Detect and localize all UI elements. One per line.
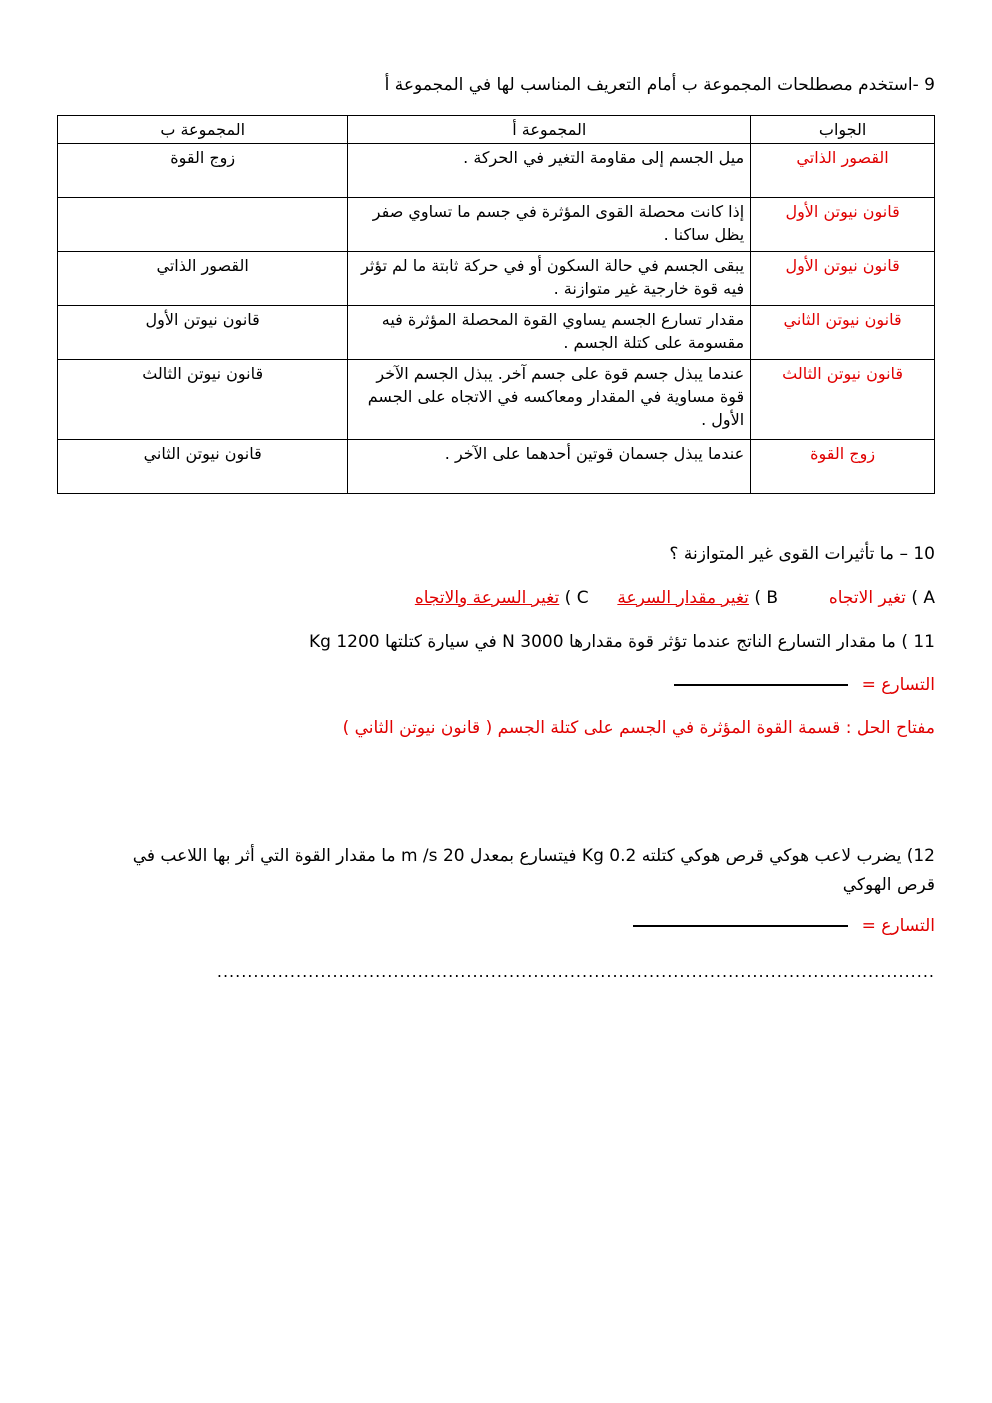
- group-a-cell: عندما يبذل جسمان قوتين أحدهما على الآخر .: [348, 440, 751, 494]
- option-a-letter: A ): [911, 588, 935, 608]
- q12-question-line2: قرص الهوكي: [842, 875, 935, 895]
- table-row: [58, 198, 935, 252]
- q9-prompt: 9 -استخدم مصطلحات المجموعة ب أمام التعريف المناسب لها في المجموعة أ: [384, 75, 935, 95]
- q11-solution-key: مفتاح الحل : قسمة القوة المؤثرة في الجسم على كتلة الجسم ( قانون نيوتن الثاني ): [342, 718, 935, 738]
- q12-answer-blank[interactable]: [633, 925, 848, 927]
- answer-cell: قانون نيوتن الثالث: [751, 360, 935, 440]
- option-c-letter: C ): [564, 588, 589, 608]
- table-row: [58, 360, 935, 440]
- q11-answer-line: [57, 673, 935, 697]
- header-group-b: المجموعة ب: [58, 116, 348, 144]
- group-b-cell: قانون نيوتن الثالث: [58, 360, 348, 440]
- q12-answer-label: التسارع =: [861, 916, 935, 936]
- dotted-answer-line[interactable]: ......................................................................................................................: [216, 962, 935, 981]
- q11-answer-blank[interactable]: [674, 684, 848, 686]
- group-b-cell: القصور الذاتي: [58, 252, 348, 306]
- answer-cell: قانون نيوتن الأول: [751, 198, 935, 252]
- option-c-text: تغير السرعة والاتجاه: [414, 588, 560, 608]
- group-b-cell: قانون نيوتن الثاني: [58, 440, 348, 494]
- table-row: [58, 144, 935, 198]
- header-group-a: المجموعة أ: [348, 116, 751, 144]
- group-a-cell: إذا كانت محصلة القوى المؤثرة في جسم ما تساوي صفر يظل ساكنا .: [348, 198, 751, 252]
- table-header-row: [58, 116, 935, 144]
- group-b-cell: [58, 198, 348, 252]
- answer-cell: القصور الذاتي: [751, 144, 935, 198]
- q11-question: 11 ) ما مقدار التسارع الناتج عندما تؤثر قوة مقدارها 3000 N في سيارة كتلتها 1200 Kg: [308, 632, 935, 652]
- q11-answer-label: التسارع =: [861, 675, 935, 695]
- group-a-cell: يبقى الجسم في حالة السكون أو في حركة ثابتة ما لم تؤثر فيه قوة خارجية غير متوازنة .: [348, 252, 751, 306]
- q10-question: 10 – ما تأثيرات القوى غير المتوازنة ؟: [669, 544, 935, 564]
- table-row: [58, 440, 935, 494]
- group-a-cell: ميل الجسم إلى مقاومة التغير في الحركة .: [348, 144, 751, 198]
- option-b-text: تغير مقدار السرعة: [617, 588, 749, 608]
- q12-answer-line: [57, 914, 935, 938]
- header-answer: الجواب: [751, 116, 935, 144]
- answer-cell: قانون نيوتن الأول: [751, 252, 935, 306]
- table-row: [58, 306, 935, 360]
- q12-question-line1: 12) يضرب لاعب هوكي قرص هوكي كتلته 0.2 Kg فيتسارع بمعدل 20 m /s ما مقدار القوة التي أثر بها اللاعب في: [132, 846, 935, 866]
- option-a-text: تغير الاتجاه: [828, 588, 906, 608]
- answer-cell: قانون نيوتن الثاني: [751, 306, 935, 360]
- group-b-cell: قانون نيوتن الأول: [58, 306, 348, 360]
- q10-options: [57, 586, 935, 610]
- matching-table: [57, 115, 935, 494]
- group-b-cell: زوج القوة: [58, 144, 348, 198]
- option-b-letter: B ): [754, 588, 779, 608]
- table-row: [58, 252, 935, 306]
- group-a-cell: مقدار تسارع الجسم يساوي القوة المحصلة المؤثرة فيه مقسومة على كتلة الجسم .: [348, 306, 751, 360]
- answer-cell: زوج القوة: [751, 440, 935, 494]
- group-a-cell: عندما يبذل جسم قوة على جسم آخر. يبذل الجسم الآخر قوة مساوية في المقدار ومعاكسه في الاتجاه على الجسم الأول .: [348, 360, 751, 440]
